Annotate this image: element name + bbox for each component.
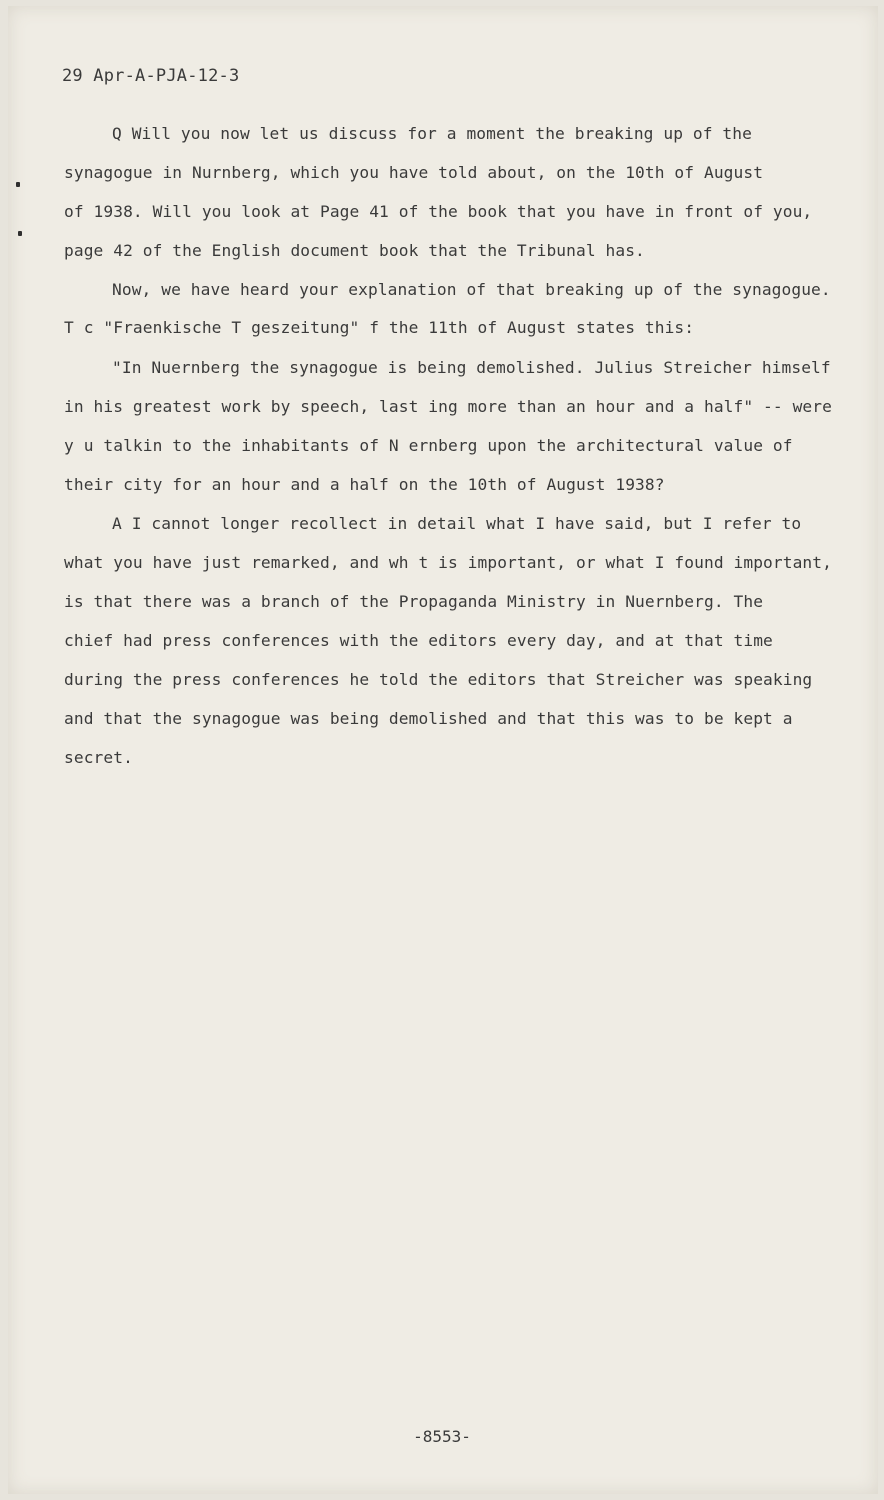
margin-mark-upper xyxy=(16,182,20,187)
text-line-4: page 42 of the English document book that the Tribunal has. xyxy=(64,241,645,260)
document-header-code: 29 Apr-A-PJA-12-3 xyxy=(62,66,240,86)
text-line-9: y u talkin to the inhabitants of N ernberg upon the architectural value of xyxy=(64,436,793,455)
text-line-16: and that the synagogue was being demolished and that this was to be kept a xyxy=(64,709,793,728)
margin-mark-lower xyxy=(18,231,22,236)
text-line-2: synagogue in Nurnberg, which you have told about, on the 10th of August xyxy=(64,163,764,182)
text-line-8: in his greatest work by speech, last ing more than an hour and a half" -- were xyxy=(64,397,832,416)
text-line-17: secret. xyxy=(64,748,133,767)
text-line-14: chief had press conferences with the editors every day, and at that time xyxy=(64,631,773,650)
text-line-12: what you have just remarked, and wh t is important, or what I found important, xyxy=(64,553,832,572)
document-page xyxy=(8,6,878,1494)
text-line-11: A I cannot longer recollect in detail what I have said, but I refer to xyxy=(112,514,802,533)
page-number: -8553- xyxy=(413,1427,471,1446)
text-line-1: Q Will you now let us discuss for a moment the breaking up of the xyxy=(112,124,752,143)
text-line-5: Now, we have heard your explanation of that breaking up of the synagogue. xyxy=(112,280,831,299)
text-line-3: of 1938. Will you look at Page 41 of the book that you have in front of you, xyxy=(64,202,813,221)
text-line-13: is that there was a branch of the Propaganda Ministry in Nuernberg. The xyxy=(64,592,764,611)
text-line-7: "In Nuernberg the synagogue is being demolished. Julius Streicher himself xyxy=(112,358,831,377)
text-line-15: during the press conferences he told the editors that Streicher was speaking xyxy=(64,670,813,689)
text-line-10: their city for an hour and a half on the 10th of August 1938? xyxy=(64,475,665,494)
text-line-6: T c "Fraenkische T geszeitung" f the 11th of August states this: xyxy=(64,318,695,337)
